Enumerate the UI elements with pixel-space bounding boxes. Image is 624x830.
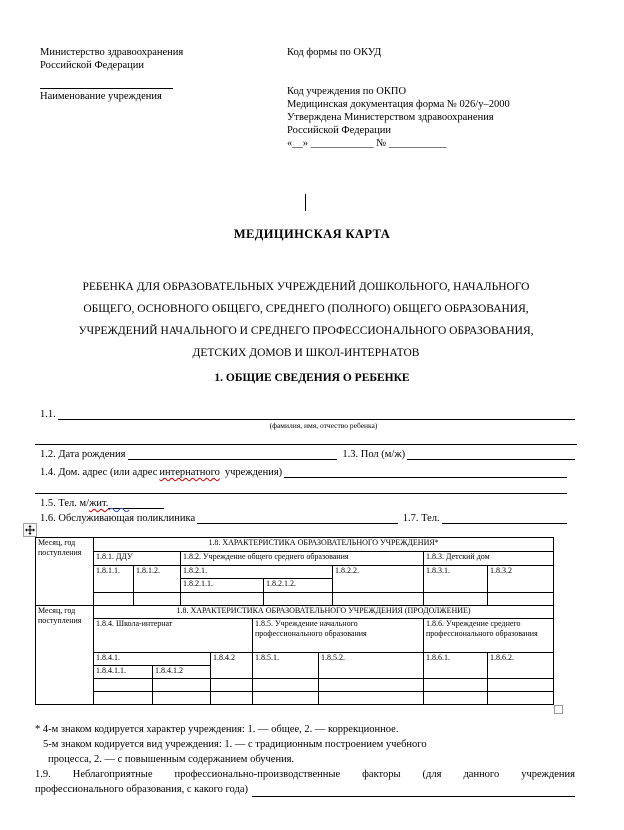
empty-cell[interactable] [253,692,319,705]
table-row-header-month-year: Месяц, год поступления [36,538,94,606]
cell-1-8-4-2[interactable]: 1.8.4.2 [211,653,253,679]
empty-cell[interactable] [424,692,488,705]
document-subtitle [35,276,577,364]
cell-1-8-5-1[interactable]: 1.8.5.1. [253,653,319,679]
cell-1-8-4-1-2[interactable]: 1.8.4.1.2 [153,666,211,679]
table-part2-title: 1.8. ХАРАКТЕРИСТИКА ОБРАЗОВАТЕЛЬНОГО УЧРЕЖДЕНИЯ (ПРОДОЛЖЕНИЕ) [94,606,554,619]
subtitle-line: ОБЩЕГО, ОСНОВНОГО ОБЩЕГО, СРЕДНЕГО (ПОЛНОГО) ОБЩЕГО ОБРАЗОВАНИЯ, [83,303,529,315]
cell-1-8-2[interactable]: 1.8.2. Учреждение общего среднего образования [181,552,424,566]
table-1-8 [35,537,553,705]
field-1-5-row [35,495,575,509]
empty-cell[interactable] [424,593,488,606]
field-1-4-label: 1.4. Дом. адрес (или адрес [40,467,158,478]
field-1-6-row [35,510,567,524]
empty-cell[interactable] [488,679,554,692]
field-1-6-blank-line[interactable] [197,510,398,524]
subtitle-line: РЕБЕНКА ДЛЯ ОБРАЗОВАТЕЛЬНЫХ УЧРЕЖДЕНИЙ ДОШКОЛЬНОГО, НАЧАЛЬНОГО [82,281,530,293]
ministry-name-line1: Министерство здравоохранения [40,47,184,58]
cell-1-8-1[interactable]: 1.8.1. ДДУ [94,552,181,566]
field-1-9-label-line1: 1.9. Неблагоприятные профессионально-производственные факторы (для данного учреждения [35,769,575,780]
field-1-7-label: 1.7. Тел. [402,513,440,524]
date-number-line: «__» ____________ № ___________ [287,138,447,149]
ministry-name-line2: Российской Федерации [40,60,144,71]
empty-cell[interactable] [488,692,554,705]
org-name-blank-line[interactable] [40,88,173,89]
cell-1-8-5[interactable]: 1.8.5. Учреждение начального профессионального образования [253,619,424,653]
cell-1-8-5-2[interactable]: 1.8.5.2. [319,653,424,679]
field-1-5-blank-line[interactable] [108,495,164,509]
field-1-4-blank-line-2[interactable] [35,493,567,494]
approved-line1: Утверждена Министерством здравоохранения [287,112,494,123]
cell-1-8-3-1[interactable]: 1.8.3.1. [424,566,488,593]
cell-1-8-6-1[interactable]: 1.8.6.1. [424,653,488,679]
empty-cell[interactable] [94,692,153,705]
empty-cell[interactable] [253,679,319,692]
org-name-caption: Наименование учреждения [40,91,162,102]
footnote-line: 5-м знаком кодируется вид учреждения: 1. — с традиционным построением учебного [43,739,427,750]
text-caret [305,194,306,211]
cell-1-8-6[interactable]: 1.8.6. Учреждение среднего профессионального образования [424,619,554,653]
field-1-9-blank-line[interactable] [252,783,575,797]
cell-1-8-2-1-1[interactable]: 1.8.2.1.1. [181,579,264,593]
empty-cell[interactable] [424,679,488,692]
empty-cell[interactable] [94,593,134,606]
field-1-1-blank-line[interactable] [58,406,575,420]
four-way-arrow-icon [25,525,35,535]
field-1-9-label-line2: профессионального образования, с какого года) [35,784,248,795]
section-1-heading: 1. ОБЩИЕ СВЕДЕНИЯ О РЕБЕНКЕ [214,372,410,384]
table-1-8-part2 [35,605,554,705]
field-1-1-caption: (фамилия, имя, отчество ребенка) [269,421,378,430]
cell-1-8-2-2[interactable]: 1.8.2.2. [333,566,424,593]
empty-cell[interactable] [211,692,253,705]
empty-cell[interactable] [153,679,211,692]
field-1-1-blank-line-2[interactable] [35,444,577,445]
header-right [287,46,587,150]
field-1-3-label: 1.3. Пол (м/ж) [342,449,406,460]
table-part1-title: 1.8. ХАРАКТЕРИСТИКА ОБРАЗОВАТЕЛЬНОГО УЧРЕЖДЕНИЯ* [94,538,554,552]
empty-cell[interactable] [153,692,211,705]
table-row-header-month-year: Месяц, год поступления [36,606,94,705]
cell-1-8-3[interactable]: 1.8.3. Детский дом [424,552,554,566]
field-1-4-spellchecked-word: интернатного [159,467,220,478]
header-left [40,46,270,103]
approved-line2: Российской Федерации [287,125,391,136]
footnote-line: процесса, 2. — с повышенным содержанием обучения. [48,754,295,765]
cell-1-8-2-1[interactable]: 1.8.2.1. [181,566,333,579]
field-1-4-label-tail: учреждения) [224,467,283,478]
okpo-label: Код учреждения по ОКПО [287,86,407,97]
doc-form-label: Медицинская документация форма № 026/у–2000 [287,99,510,110]
footnote [35,722,584,767]
empty-cell[interactable] [211,679,253,692]
cell-1-8-4[interactable]: 1.8.4. Школа-интернат [94,619,253,653]
empty-cell[interactable] [134,593,181,606]
empty-cell[interactable] [181,593,264,606]
field-1-9-row2 [35,782,575,797]
field-1-6-label: 1.6. Обслуживающая поликлиника [40,513,196,524]
cell-1-8-6-2[interactable]: 1.8.6.2. [488,653,554,679]
cell-1-8-2-1-2[interactable]: 1.8.2.1.2. [264,579,333,593]
empty-cell[interactable] [264,593,333,606]
cell-1-8-1-2[interactable]: 1.8.1.2. [134,566,181,593]
footnote-line: * 4-м знаком кодируется характер учреждения: 1. — общее, 2. — коррекционное. [35,724,399,735]
table-1-8-part1 [35,537,554,606]
empty-cell[interactable] [94,679,153,692]
field-1-7-blank-line[interactable] [442,510,567,524]
field-1-4-row [35,464,567,478]
subtitle-line: УЧРЕЖДЕНИЙ НАЧАЛЬНОГО И СРЕДНЕГО ПРОФЕССИОНАЛЬНОГО ОБРАЗОВАНИЯ, [78,325,534,337]
empty-cell[interactable] [333,593,424,606]
empty-cell[interactable] [488,593,554,606]
cell-1-8-4-1[interactable]: 1.8.4.1. [94,653,211,666]
field-1-1-label: 1.1. [40,409,56,420]
field-1-5-spellchecked-word: жит. [89,498,109,509]
okud-label: Код формы по ОКУД [287,47,382,58]
field-1-3-blank-line[interactable] [407,446,575,460]
field-1-1-row [35,406,575,420]
field-1-4-blank-line[interactable] [284,464,567,478]
cell-1-8-4-1-1[interactable]: 1.8.4.1.1. [94,666,153,679]
subtitle-line: ДЕТСКИХ ДОМОВ И ШКОЛ-ИНТЕРНАТОВ [192,347,420,359]
field-1-2-label: 1.2. Дата рождения [40,449,126,460]
field-1-5-label: 1.5. Тел. м/ [40,498,90,509]
empty-cell[interactable] [319,679,424,692]
cell-1-8-1-1[interactable]: 1.8.1.1. [94,566,134,593]
table-move-handle[interactable] [23,523,37,537]
table-resize-handle[interactable] [554,705,563,714]
field-1-2-row [35,446,575,460]
field-1-9 [35,767,575,797]
field-1-2-blank-line[interactable] [128,446,338,460]
empty-cell[interactable] [319,692,424,705]
cell-1-8-3-2[interactable]: 1.8.3.2 [488,566,554,593]
document-title: МЕДИЦИНСКАЯ КАРТА [233,227,391,241]
